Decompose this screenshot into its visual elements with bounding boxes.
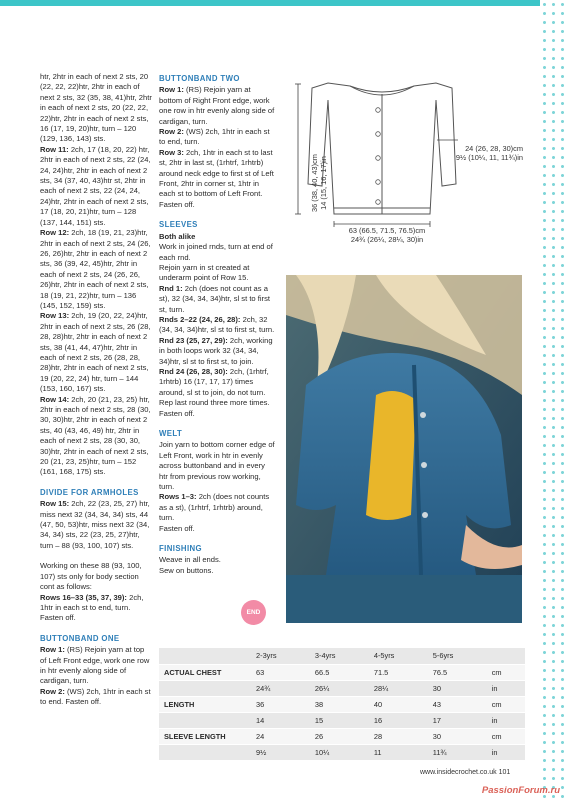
paragraph-gap: [40, 624, 152, 634]
pattern-paragraph: [159, 440, 275, 492]
instruction-text: 2ch, 22 (23, 25, 27) htr, miss next 32 (34, 34, 34) sts, 44 (47, 50, 53)htr, miss next 32 (34, 34, 34) sts, 22 (23, 25, 27)htr, turn – 88 (93, 100, 107) sts.: [40, 499, 150, 550]
end-badge: END: [241, 600, 266, 625]
size-table-cell: [159, 712, 251, 728]
size-table-cell: in: [487, 680, 525, 696]
size-table-cell: 11¾: [428, 744, 487, 760]
row-label: Both alike: [159, 231, 196, 241]
pattern-paragraph: [159, 232, 275, 242]
instruction-text: Fasten off.: [159, 523, 195, 533]
section-heading: FINISHING: [159, 544, 203, 554]
size-table-row: [159, 696, 525, 712]
instruction-text: Fasten off.: [159, 408, 195, 418]
instruction-text: Working on these 88 (93, 100, 107) sts only for body section cont as follows:: [40, 561, 142, 592]
pattern-paragraph: [40, 395, 152, 478]
row-label: Rnd 23 (25, 27, 29):: [159, 335, 228, 345]
page-footer: www.insidecrochet.co.uk 101: [420, 769, 511, 776]
size-table-header: [159, 648, 525, 664]
pattern-paragraph: [40, 687, 152, 708]
size-table-cell: 17: [428, 712, 487, 728]
instruction-text: 2ch, 17 (18, 20, 22) htr, 2htr in each of next 2 sts, 22 (24, 24, 24)htr, 2htr in each of next 2 sts, 34 (37, 40, 43)htr st, 2htr in each of next 2 sts, 22 (24, 24, 24)htr, 2htr in each of next 2 sts, 17 (18, 20, 21)htr, turn – 128 (137, 144, 151) sts.: [40, 144, 151, 227]
size-table-cell: 36: [251, 696, 310, 712]
row-label: Row 3:: [159, 147, 184, 157]
size-table-cell: cm: [487, 696, 525, 712]
size-table-row: [159, 664, 525, 680]
size-table-cell: cm: [487, 728, 525, 744]
pattern-column-left: [40, 72, 152, 708]
paragraph-gap: [159, 210, 275, 220]
row-label: Rnd 24 (26, 28, 30):: [159, 366, 228, 376]
instruction-text: 2ch, working in both loops work 32 (34, 34, 34)htr, sl st to first st, to join.: [159, 335, 273, 366]
size-table-cell: 11: [369, 744, 428, 760]
pattern-paragraph: [159, 367, 275, 398]
sleeve-label-in: 9½ (10¼, 11, 11¾)in: [455, 153, 523, 162]
size-table-cell: 30: [428, 680, 487, 696]
size-table-cell: in: [487, 744, 525, 760]
instruction-text: 2ch, (1rhtrf, 1rhtrb) 16 (17, 17, 17) times around, sl st to join, do not turn.: [159, 366, 269, 397]
height-dimension-label: [310, 138, 328, 228]
size-table-cell: 40: [369, 696, 428, 712]
size-header-cell: [487, 648, 525, 664]
size-table-cell: 26¼: [310, 680, 369, 696]
size-table-cell: 76.5: [428, 664, 487, 680]
size-table-cell: 16: [369, 712, 428, 728]
instruction-text: 2ch, 32 (34, 34, 34)htr, sl st to first st, turn.: [159, 314, 275, 335]
row-label: Row 2:: [159, 127, 184, 137]
size-table-cell: 15: [310, 712, 369, 728]
row-label: Row 15:: [40, 499, 70, 509]
size-table-cell: 30: [428, 728, 487, 744]
cardigan-schematic: [282, 74, 522, 264]
pattern-paragraph: [40, 72, 152, 145]
size-table-row: [159, 744, 525, 760]
row-label: Row 1:: [40, 645, 65, 655]
width-label-in: 24¾ (26¼, 28¼, 30)in: [350, 235, 424, 244]
section-heading: SLEEVES: [159, 220, 198, 230]
size-table-cell: 9½: [251, 744, 310, 760]
instruction-text: 2ch, 19 (20, 22, 24)htr, 2htr in each of next 2 sts, 26 (28, 28, 28)htr, 2htr in each of next 2 sts, 38 (41, 44, 47)htr, 2htr in each of next 2 sts, 26 (28, 28, 28)htr, 2htr in each of next 2 sts, 19 (20, 22, 24) htr, turn – 144 (153, 160, 167) sts.: [40, 311, 151, 394]
row-label: Row 1:: [159, 85, 184, 95]
size-table-cell: [159, 680, 251, 696]
pattern-paragraph: [159, 492, 275, 523]
row-label: Rnd 1:: [159, 283, 183, 293]
row-label: Row 2:: [40, 686, 65, 696]
pattern-paragraph: [159, 315, 275, 336]
pattern-column-middle: [159, 74, 275, 576]
section-heading: DIVIDE FOR ARMHOLES: [40, 487, 139, 497]
size-header-cell: 5-6yrs: [428, 648, 487, 664]
instruction-text: (RS) Rejoin yarn at top of Left Front edge, work one row in htr evenly along side of cardigan, turn.: [40, 645, 150, 686]
instruction-text: Rep last round three more times.: [159, 398, 270, 408]
size-table-cell: 28¼: [369, 680, 428, 696]
instruction-text: Weave in all ends.: [159, 555, 221, 565]
row-label: Row 14:: [40, 394, 70, 404]
size-table-row: [159, 680, 525, 696]
instruction-text: 2ch (does not count as a st), 32 (34, 34, 34)htr, sl st to first st, turn.: [159, 283, 270, 314]
size-table-cell: 24: [251, 728, 310, 744]
section-heading: BUTTONBAND ONE: [40, 633, 120, 643]
size-table-cell: 63: [251, 664, 310, 680]
size-header-cell: 2-3yrs: [251, 648, 310, 664]
instruction-text: 2ch (does not counts as a st), (1rhtrf, 1rhtrb) around, turn.: [159, 492, 270, 523]
row-label: Rows 1–3:: [159, 492, 197, 502]
size-table-cell: 26: [310, 728, 369, 744]
size-table-cell: 66.5: [310, 664, 369, 680]
pattern-paragraph: [159, 336, 275, 367]
pattern-paragraph: [40, 499, 152, 551]
row-label: Rows 16–33 (35, 37, 39):: [40, 592, 127, 602]
row-label: Row 13:: [40, 311, 70, 321]
pattern-paragraph: [40, 593, 152, 624]
pattern-paragraph: [40, 145, 152, 228]
sleeve-dimension-label: [437, 144, 523, 162]
instruction-text: 2ch, 18 (19, 21, 23)htr, 2htr in each of next 2 sts, 24 (26, 26, 26)htr, 2htr in each of next 2 sts, 36 (39, 42, 45)htr, 2htr in each of next 2 sts, 24 (26, 26, 26)htr, 2htr in each of next 2 sts, 18 (19, 21, 22)htr, turn – 136 (145, 152, 159) sts.: [40, 228, 151, 310]
pattern-paragraph: [40, 311, 152, 394]
size-table-row: [159, 728, 525, 744]
instruction-text: Join yarn to bottom corner edge of Left Front, work in htr in evenly across buttonband and in every htr from previous row working, turn.: [159, 440, 275, 492]
pattern-paragraph: [159, 398, 275, 408]
pattern-paragraph: [159, 284, 275, 315]
instruction-text: Work in joined rnds, turn at end of each rnd.: [159, 242, 273, 262]
row-label: Rnds 2–22 (24, 26, 28):: [159, 314, 241, 324]
size-table-row: [159, 712, 525, 728]
watermark: PassionForum.ru: [481, 785, 560, 796]
paragraph-gap: [159, 419, 275, 429]
instruction-text: htr, 2htr in each of next 2 sts, 20 (22, 22, 22)htr, 2htr in each of next 2 sts, 32 (35, 38, 41)htr, 2htr in each of next 2 sts, 20 (22, 22, 22)htr, 2htr in each of next 2 sts, 16 (17, 19, 20)htr, turn – 120 (129, 136, 143) sts.: [40, 72, 152, 144]
size-table: [159, 648, 525, 761]
instruction-text: 2ch, 1htr in each st to end, turn. Fasten off.: [40, 592, 144, 623]
instruction-text: Sew on buttons.: [159, 565, 214, 575]
pattern-paragraph: [40, 561, 152, 592]
size-table-cell: [159, 744, 251, 760]
size-table-cell: cm: [487, 664, 525, 680]
width-dimension-label: [332, 226, 442, 244]
height-label-cm: 36 (38, 40, 43)cm: [310, 154, 319, 212]
instruction-text: (WS) 2ch, 1htr in each st to end, turn.: [159, 127, 270, 147]
size-table-cell: 14: [251, 712, 310, 728]
instruction-text: (RS) Rejoin yarn at bottom of Right Front edge, work one row in htr evenly along side of cardigan, turn.: [159, 85, 275, 126]
width-label-cm: 63 (66.5, 71.5, 76.5)cm: [348, 226, 426, 235]
sleeve-label-cm: 24 (26, 28, 30)cm: [465, 144, 523, 153]
size-table-cell: 38: [310, 696, 369, 712]
pattern-paragraph: [40, 645, 152, 687]
height-label-in: 14 (15, 16, 17)in: [319, 156, 328, 210]
pattern-paragraph: [159, 263, 275, 284]
instruction-text: 2ch, 1htr in each st to last st, 2htr in last st, (1rhtrf, 1rhtrb) around neck edge to first st of Left Front, 2htr in corner st, 1htr in each st to bottom of Left Front. Fasten off.: [159, 147, 274, 209]
size-table-cell: 71.5: [369, 664, 428, 680]
section-heading: BUTTONBAND TWO: [159, 74, 240, 83]
size-table-cell: in: [487, 712, 525, 728]
size-header-cell: 3-4yrs: [310, 648, 369, 664]
size-header-cell: [159, 648, 251, 664]
paragraph-gap: [40, 551, 152, 561]
pattern-paragraph: [159, 148, 275, 210]
row-label: Row 11:: [40, 144, 69, 154]
pattern-paragraph: [159, 85, 275, 127]
instruction-text: (WS) 2ch, 1htr in each st to end. Fasten off.: [40, 686, 151, 707]
instruction-text: Rejoin yarn in st created at underarm point of Row 15.: [159, 262, 250, 283]
child-cardigan-photo: [286, 275, 522, 623]
top-accent-bar: [0, 0, 566, 6]
pattern-paragraph: [159, 127, 275, 148]
size-table-cell: 10¼: [310, 744, 369, 760]
pattern-paragraph: [159, 555, 275, 565]
pattern-paragraph: [159, 524, 275, 534]
pattern-paragraph: [40, 228, 152, 311]
size-table-cell: LENGTH: [159, 696, 251, 712]
paragraph-gap: [159, 534, 275, 544]
pattern-paragraph: [159, 566, 275, 576]
photo-illustration: [286, 275, 522, 623]
size-table-cell: ACTUAL CHEST: [159, 664, 251, 680]
size-table-cell: 28: [369, 728, 428, 744]
pattern-paragraph: [159, 409, 275, 419]
size-header-cell: 4-5yrs: [369, 648, 428, 664]
paragraph-gap: [40, 478, 152, 488]
size-table-cell: 24¾: [251, 680, 310, 696]
size-table-cell: 43: [428, 696, 487, 712]
row-label: Row 12:: [40, 228, 70, 238]
dotted-side-stripe: [540, 0, 566, 800]
instruction-text: 2ch, 20 (21, 23, 25) htr, 2htr in each of next 2 sts, 28 (30, 30, 30)htr, 2htr in each of next 2 sts, 40 (43, 46, 49) htr, 2htr in each of next 2 sts, 28 (30, 30, 30)htr, 2htr in each of next 2 sts, 20 (21, 23, 25)htr, turn – 152 (161, 168, 175) sts.: [40, 394, 151, 477]
size-table-cell: SLEEVE LENGTH: [159, 728, 251, 744]
section-heading: WELT: [159, 429, 183, 438]
pattern-paragraph: [159, 242, 275, 263]
